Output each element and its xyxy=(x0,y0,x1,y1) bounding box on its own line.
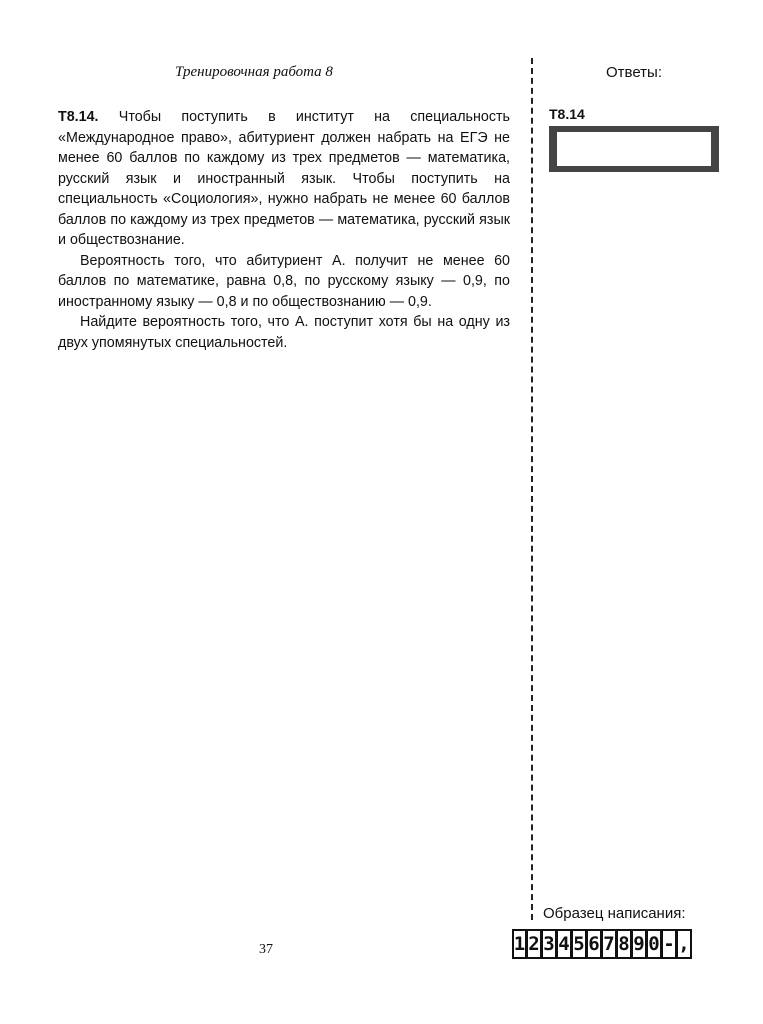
sample-digit-cell: 7 xyxy=(602,929,617,959)
problem-paragraph-1-text: Чтобы поступить в институт на специальность «Международное право», абитуриент должен набрать на ЕГЭ не менее 60 баллов по каждому из трех предметов — математика, русский язык и иностранный язык. Чтобы поступить на специальность «Социология», нужно набрать не менее 60 баллов баллов по каждому из трех предметов — математика, русский язык и обществознание. xyxy=(58,109,510,248)
sample-digit-cell: 8 xyxy=(617,929,632,959)
page-header-title: Тренировочная работа 8 xyxy=(175,64,333,80)
problem-paragraph-3: Найдите вероятность того, что А. поступит хотя бы на одну из двух упомянутых специальностей. xyxy=(58,314,510,351)
problem-paragraph-1 xyxy=(58,107,510,251)
sample-digit-cell: , xyxy=(677,929,692,959)
sample-digit-cell: 5 xyxy=(572,929,587,959)
sample-digit-cell: 0 xyxy=(647,929,662,959)
sample-digit-cell: 6 xyxy=(587,929,602,959)
problem-paragraph-2: Вероятность того, что абитуриент А. получит не менее 60 баллов по математике, равна 0,8, по русскому языку — 0,9, по иностранному языку — 0,8 и по обществознанию — 0,9. xyxy=(58,252,510,310)
sample-digit-cell: 3 xyxy=(542,929,557,959)
sample-digit-cell: 2 xyxy=(527,929,542,959)
sample-digit-cell: 9 xyxy=(632,929,647,959)
problem-number: Т8.14. xyxy=(58,109,99,125)
sample-digit-cell: - xyxy=(662,929,677,959)
answer-label: Т8.14 xyxy=(549,106,585,122)
answers-column-title: Ответы: xyxy=(606,64,663,81)
column-divider xyxy=(531,58,533,920)
sample-writing-label: Образец написания: xyxy=(543,905,686,922)
sample-digit-cell: 1 xyxy=(512,929,527,959)
page-number: 37 xyxy=(259,942,273,957)
answer-box[interactable] xyxy=(549,126,719,172)
sample-writing-digits xyxy=(512,929,692,959)
sample-digit-cell: 4 xyxy=(557,929,572,959)
problem-text xyxy=(58,107,510,353)
